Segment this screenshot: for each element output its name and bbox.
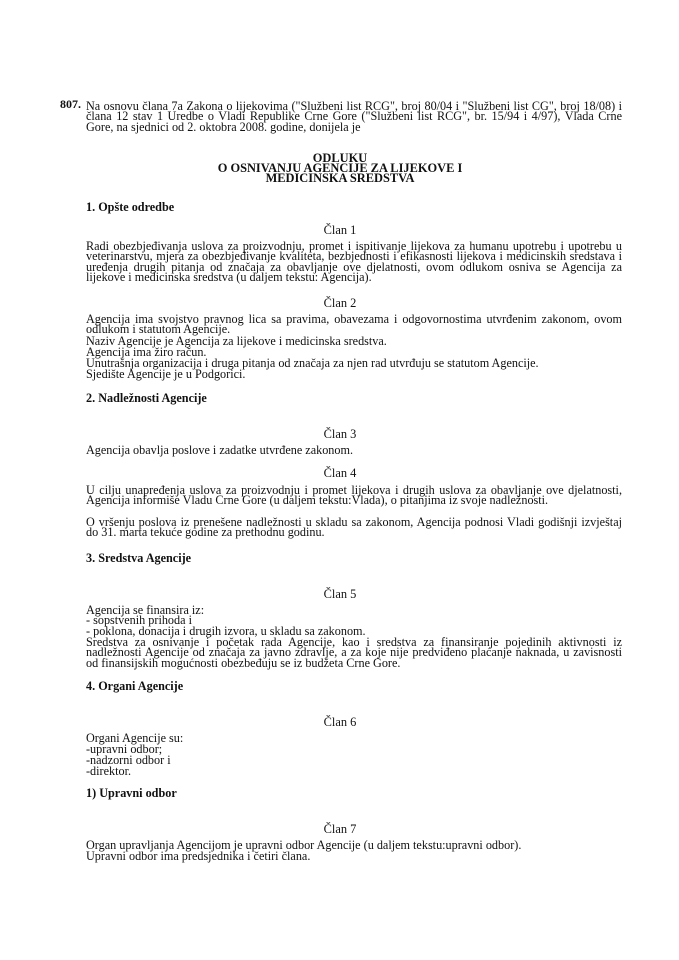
- doc-number: 807.: [60, 97, 81, 111]
- article-heading: Član 2: [323, 296, 357, 310]
- article-paragraph: Radi obezbjeđivanja uslova za proizvodnju, promet i ispitivanje lijekova za humanu upotrebu i upotrebu u veterinarstvu, mjera za obezbjeđivanje kvaliteta, bezbjednosti i efikasnosti lijekova i medicinskih sredstava i uređenja drugih pitanja od značaja za obavljanje ove djelatnosti, ovom odlukom osniva se Agencija za lijekove i medicinska sredstva (u daljem tekstu: Agencija).: [86, 239, 622, 285]
- article-paragraph: Sjedište Agencije je u Podgorici.: [86, 367, 246, 381]
- article-paragraph: U cilju unapređenja uslova za proizvodnju i promet lijekova i drugih uslova za obavljanje ove djelatnosti, Agencija informiše Vladu Crne Gore (u daljem tekstu:Vlada), o pitanjima iz svoje nadležnosti.: [86, 483, 622, 508]
- section-heading: 1) Upravni odbor: [86, 786, 177, 800]
- list-item: -nadzorni odbor i: [86, 753, 171, 767]
- article-paragraph: Agencija se finansira iz:: [86, 603, 205, 617]
- title-line-2: O OSNIVANJU AGENCIJE ZA LIJEKOVE I: [217, 161, 463, 175]
- title-line-3: MEDICINSKA SREDSTVA: [265, 171, 415, 185]
- article-paragraph: Organi Agencije su:: [86, 731, 184, 745]
- article-paragraph: Unutrašnja organizacija i druga pitanja od značaja za njen rad utvrđuju se statutom Agencije.: [86, 356, 539, 370]
- article-paragraph: Agencija obavlja poslove i zadatke utvrđene zakonom.: [86, 443, 354, 457]
- article-paragraph: Sredstva za osnivanje i početak rada Agencije, kao i sredstva za finansiranje pojedinih aktivnosti iz nadležnosti Agencije od značaja za javno zdravlje, a za koje nije predviđeno plaćanje naknada, u zavisnosti od finansijskih mogućnosti obezbeđuju se iz budžeta Crne Gore.: [86, 635, 622, 670]
- article-heading: Član 4: [323, 466, 357, 480]
- article-heading: Član 3: [323, 427, 357, 441]
- section-heading: 1. Opšte odredbe: [86, 200, 175, 214]
- article-heading: Član 5: [323, 587, 357, 601]
- section-heading: 2. Nadležnosti Agencije: [86, 391, 207, 405]
- list-item: -upravni odbor;: [86, 742, 163, 756]
- article-paragraph: Agencija ima svojstvo pravnog lica sa pravima, obavezama i odgovornostima utvrđenim zakonom, ovom odlukom i statutom Agencije.: [86, 312, 622, 337]
- article-heading: Član 6: [323, 715, 357, 729]
- article-heading: Član 7: [323, 822, 357, 836]
- article-paragraph: Upravni odbor ima predsjednika i četiri člana.: [86, 849, 311, 863]
- section-heading: 3. Sredstva Agencije: [86, 551, 192, 565]
- section-heading: 4. Organi Agencije: [86, 679, 184, 693]
- preamble: Na osnovu člana 7a Zakona o lijekovima ("Službeni list RCG", broj 80/04 i "Službeni list CG", broj 18/08) i člana 12 stav 1 Uredbe o Vladi Republike Crne Gore ("Službeni list RCG", br. 15/94 i 4/97), Vlada Crne Gore, na sjednici od 2. oktobra 2008. godine, donijela je: [86, 99, 622, 134]
- list-item: - sopstvenih prihoda i: [86, 613, 192, 627]
- article-heading: Član 1: [323, 223, 357, 237]
- title-line-1: ODLUKU: [312, 151, 368, 165]
- article-paragraph: Agencija ima žiro račun.: [86, 345, 207, 359]
- list-item: -direktor.: [86, 764, 132, 778]
- article-paragraph: Organ upravljanja Agencijom je upravni odbor Agencije (u daljem tekstu:upravni odbor).: [86, 838, 522, 852]
- article-paragraph: Naziv Agencije je Agencija za lijekove i medicinska sredstva.: [86, 334, 387, 348]
- article-paragraph: O vršenju poslova iz prenešene nadležnosti u skladu sa zakonom, Agencija podnosi Vladi godišnji izvještaj do 31. marta tekuće godine za prethodnu godinu.: [86, 515, 622, 540]
- list-item: - poklona, donacija i drugih izvora, u skladu sa zakonom.: [86, 624, 366, 638]
